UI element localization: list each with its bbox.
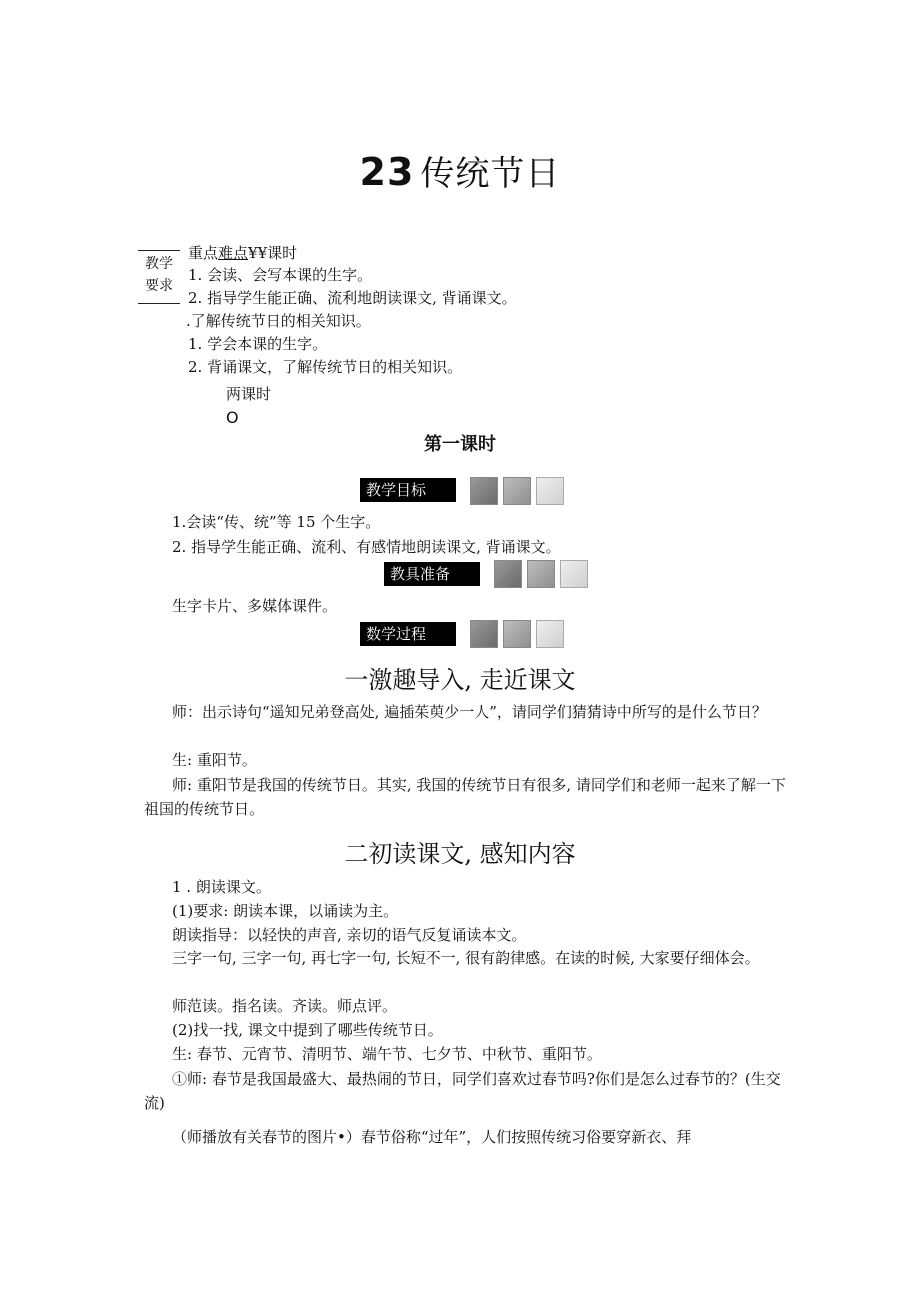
goal-item-1: 1.会读“传、统”等 15 个生字。 — [172, 513, 381, 531]
paragraph-6: 朗读指导：以轻快的声音, 亲切的语气反复诵读本文。 — [172, 926, 527, 944]
decor-square-icon — [470, 620, 498, 648]
requirement-item-3: .了解传统节日的相关知识。 — [186, 312, 371, 330]
lesson-number: 23 — [359, 150, 415, 194]
decor-square-icon — [503, 477, 531, 505]
paragraph-5: (1)要求: 朗读本课，以诵读为主。 — [172, 902, 399, 920]
lesson-title: 传统节日 — [420, 154, 561, 194]
decor-square-icon — [527, 560, 555, 588]
requirement-item-1: 1. 会读、会写本课的生字。 — [188, 266, 373, 284]
paragraph-8: 师范读。指名读。齐读。师点评。 — [172, 997, 398, 1015]
decor-square-icon — [560, 560, 588, 588]
goals-heading: 教学目标 — [360, 478, 456, 502]
goal-item-2: 2. 指导学生能正确、流利、有感情地朗读课文, 背诵课文。 — [172, 538, 561, 556]
paragraph-7: 三字一句, 三字一句, 再七字一句, 长短不一, 很有韵律感。在读的时候, 大家要仔细体会。 — [172, 949, 760, 967]
paragraph-10: 生: 春节、元宵节、清明节、端午节、七夕节、中秋节、重阳节。 — [172, 1045, 602, 1063]
key-item-1: 1. 学会本课的生字。 — [188, 335, 328, 353]
paragraph-12: （师播放有关春节的图片•）春节俗称“过年”，人们按照传统习俗要穿新衣、拜 — [172, 1128, 692, 1146]
lesson-one-title: 第一课时 — [424, 434, 496, 455]
circle-mark: O — [226, 408, 239, 427]
decor-square-icon — [536, 620, 564, 648]
section-heading-1: 一激趣导入, 走近课文 — [344, 666, 576, 694]
header-hours: ¥¥课时 — [248, 244, 298, 262]
process-heading: 数学过程 — [360, 622, 456, 646]
paragraph-2: 生: 重阳节。 — [172, 751, 257, 769]
key-item-2: 2. 背诵课文，了解传统节日的相关知识。 — [188, 358, 463, 376]
paragraph-4: 1 . 朗读课文。 — [172, 878, 271, 896]
requirements-label-1: 教学 — [145, 256, 173, 272]
decor-square-icon — [470, 477, 498, 505]
decor-square-icon — [494, 560, 522, 588]
requirements-box — [138, 250, 180, 304]
decor-square-icon — [503, 620, 531, 648]
page-title — [0, 146, 920, 195]
decor-square-icon — [536, 477, 564, 505]
paragraph-3: 师: 重阳节是我国的传统节日。其实, 我国的传统节日有很多, 请同学们和老师一起来了解一下祖国的传统节日。 — [144, 776, 786, 818]
paragraph-9: (2)找一找, 课文中提到了哪些传统节日。 — [172, 1021, 443, 1039]
header-difficulty: 难点 — [218, 244, 249, 262]
requirement-item-2: 2. 指导学生能正确、流利地朗读课文, 背诵课文。 — [188, 289, 517, 307]
header-key: 重点 — [188, 244, 219, 262]
prep-heading: 教具准备 — [384, 562, 480, 586]
paragraph-11: ①师: 春节是我国最盛大、最热闹的节日，同学们喜欢过春节吗?你们是怎么过春节的？(生交流) — [144, 1070, 781, 1112]
requirements-header — [188, 242, 297, 264]
requirements-label-2: 要求 — [145, 278, 173, 294]
section-heading-2: 二初读课文, 感知内容 — [344, 840, 576, 868]
paragraph-1: 师：出示诗句“遥知兄弟登高处, 遍插茱萸少一人”，请同学们猜猜诗中所写的是什么节日？ — [172, 703, 767, 721]
class-hours: 两课时 — [226, 385, 272, 403]
prep-text: 生字卡片、多媒体课件。 — [172, 597, 338, 615]
